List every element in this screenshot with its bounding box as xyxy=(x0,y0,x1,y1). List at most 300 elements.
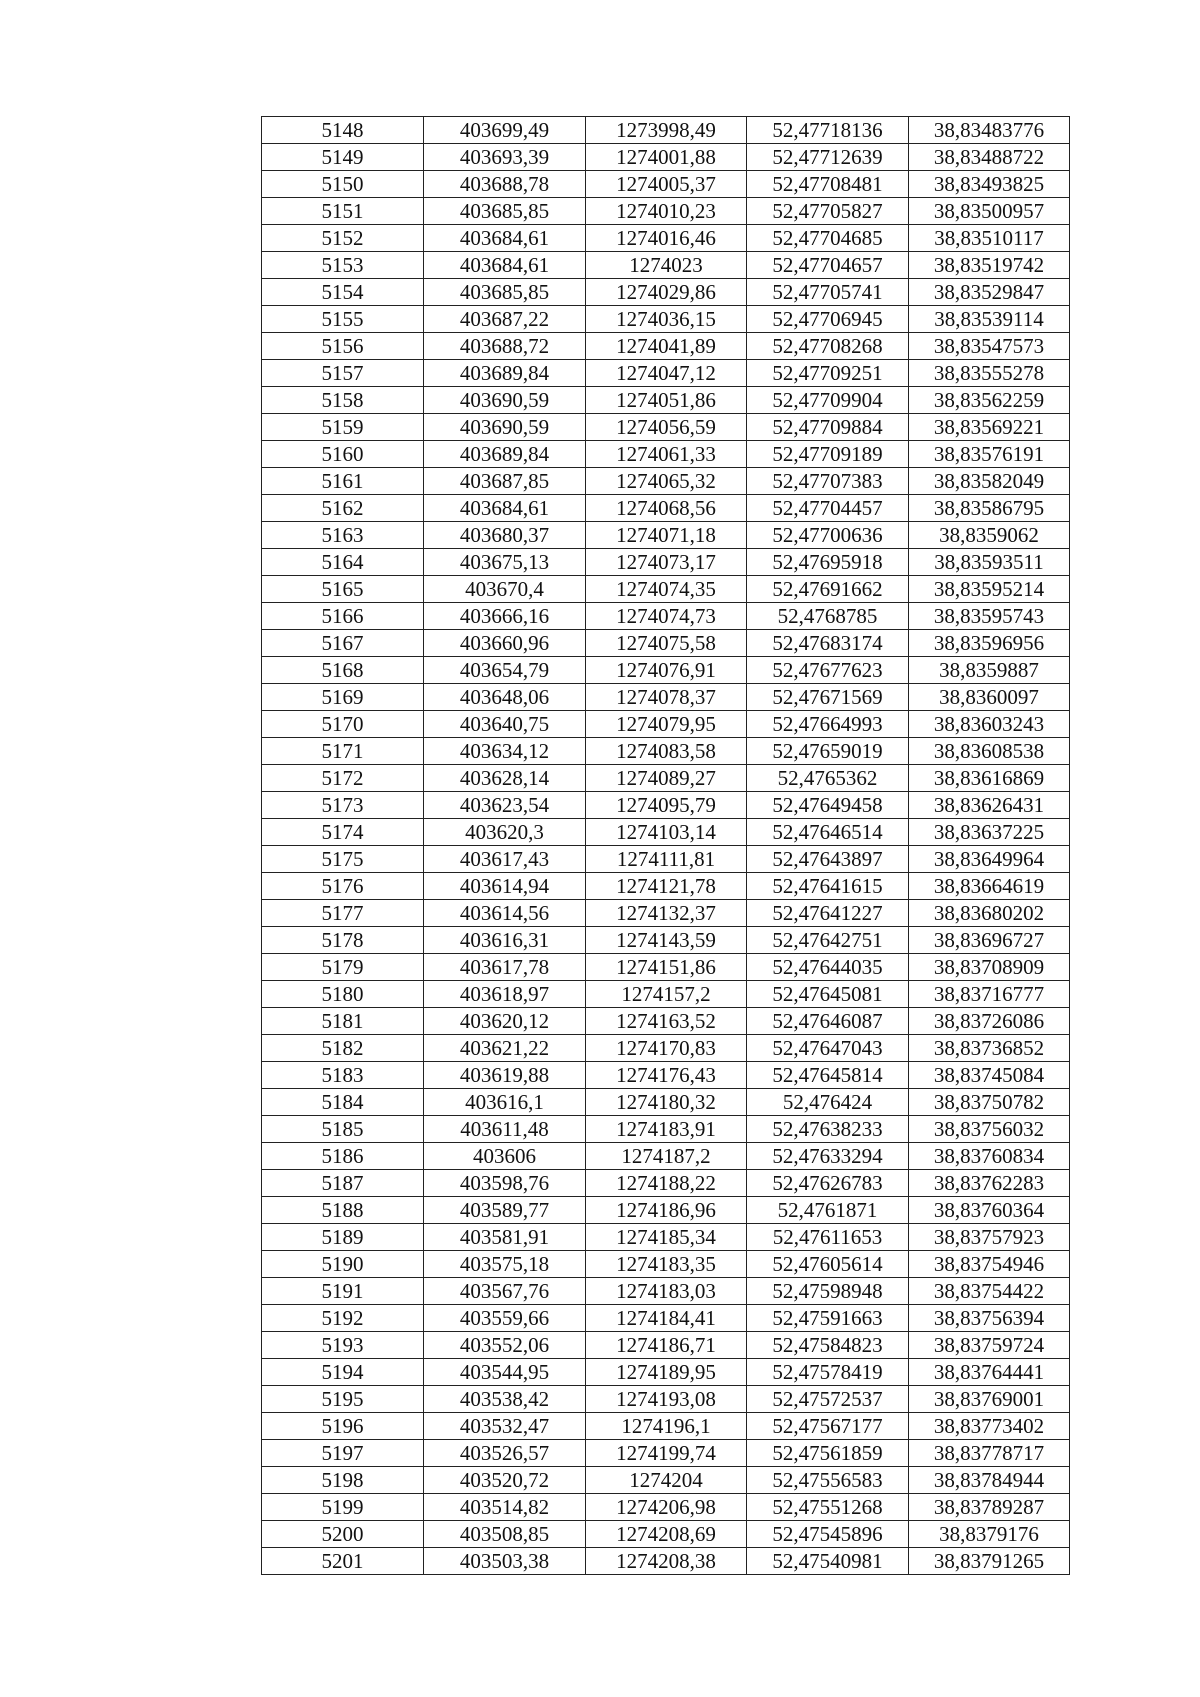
x-coordinate-cell: 403699,49 xyxy=(424,117,586,144)
y-coordinate-cell: 1274186,71 xyxy=(586,1332,747,1359)
point-number-cell: 5148 xyxy=(262,117,424,144)
latitude-cell: 52,47706945 xyxy=(747,306,909,333)
table-row xyxy=(262,1440,1070,1467)
point-number-cell: 5200 xyxy=(262,1521,424,1548)
coordinates-table-body xyxy=(262,117,1070,1575)
longitude-cell: 38,83789287 xyxy=(909,1494,1070,1521)
table-row xyxy=(262,873,1070,900)
latitude-cell: 52,47540981 xyxy=(747,1548,909,1575)
latitude-cell: 52,47567177 xyxy=(747,1413,909,1440)
y-coordinate-cell: 1274170,83 xyxy=(586,1035,747,1062)
x-coordinate-cell: 403581,91 xyxy=(424,1224,586,1251)
table-row xyxy=(262,171,1070,198)
y-coordinate-cell: 1274001,88 xyxy=(586,144,747,171)
y-coordinate-cell: 1274183,91 xyxy=(586,1116,747,1143)
point-number-cell: 5178 xyxy=(262,927,424,954)
longitude-cell: 38,83608538 xyxy=(909,738,1070,765)
longitude-cell: 38,83595214 xyxy=(909,576,1070,603)
x-coordinate-cell: 403614,94 xyxy=(424,873,586,900)
longitude-cell: 38,83616869 xyxy=(909,765,1070,792)
table-row xyxy=(262,1062,1070,1089)
x-coordinate-cell: 403616,31 xyxy=(424,927,586,954)
table-row xyxy=(262,441,1070,468)
y-coordinate-cell: 1274180,32 xyxy=(586,1089,747,1116)
point-number-cell: 5151 xyxy=(262,198,424,225)
table-row xyxy=(262,603,1070,630)
point-number-cell: 5193 xyxy=(262,1332,424,1359)
table-row xyxy=(262,765,1070,792)
point-number-cell: 5192 xyxy=(262,1305,424,1332)
x-coordinate-cell: 403684,61 xyxy=(424,252,586,279)
y-coordinate-cell: 1274065,32 xyxy=(586,468,747,495)
table-row xyxy=(262,981,1070,1008)
table-row xyxy=(262,684,1070,711)
latitude-cell: 52,47551268 xyxy=(747,1494,909,1521)
longitude-cell: 38,83726086 xyxy=(909,1008,1070,1035)
table-row xyxy=(262,954,1070,981)
x-coordinate-cell: 403538,42 xyxy=(424,1386,586,1413)
x-coordinate-cell: 403617,78 xyxy=(424,954,586,981)
point-number-cell: 5171 xyxy=(262,738,424,765)
y-coordinate-cell: 1274185,34 xyxy=(586,1224,747,1251)
longitude-cell: 38,83760834 xyxy=(909,1143,1070,1170)
longitude-cell: 38,8360097 xyxy=(909,684,1070,711)
latitude-cell: 52,47709251 xyxy=(747,360,909,387)
point-number-cell: 5188 xyxy=(262,1197,424,1224)
y-coordinate-cell: 1274074,35 xyxy=(586,576,747,603)
table-row xyxy=(262,1332,1070,1359)
table-row xyxy=(262,495,1070,522)
point-number-cell: 5173 xyxy=(262,792,424,819)
latitude-cell: 52,47705827 xyxy=(747,198,909,225)
y-coordinate-cell: 1274071,18 xyxy=(586,522,747,549)
y-coordinate-cell: 1274076,91 xyxy=(586,657,747,684)
longitude-cell: 38,83593511 xyxy=(909,549,1070,576)
x-coordinate-cell: 403544,95 xyxy=(424,1359,586,1386)
point-number-cell: 5158 xyxy=(262,387,424,414)
latitude-cell: 52,47708481 xyxy=(747,171,909,198)
point-number-cell: 5177 xyxy=(262,900,424,927)
longitude-cell: 38,83757923 xyxy=(909,1224,1070,1251)
y-coordinate-cell: 1274183,35 xyxy=(586,1251,747,1278)
x-coordinate-cell: 403689,84 xyxy=(424,441,586,468)
longitude-cell: 38,83529847 xyxy=(909,279,1070,306)
y-coordinate-cell: 1274023 xyxy=(586,252,747,279)
longitude-cell: 38,83736852 xyxy=(909,1035,1070,1062)
x-coordinate-cell: 403526,57 xyxy=(424,1440,586,1467)
y-coordinate-cell: 1274036,15 xyxy=(586,306,747,333)
point-number-cell: 5156 xyxy=(262,333,424,360)
x-coordinate-cell: 403690,59 xyxy=(424,387,586,414)
x-coordinate-cell: 403640,75 xyxy=(424,711,586,738)
x-coordinate-cell: 403503,38 xyxy=(424,1548,586,1575)
longitude-cell: 38,8379176 xyxy=(909,1521,1070,1548)
y-coordinate-cell: 1274151,86 xyxy=(586,954,747,981)
y-coordinate-cell: 1273998,49 xyxy=(586,117,747,144)
latitude-cell: 52,47556583 xyxy=(747,1467,909,1494)
latitude-cell: 52,47677623 xyxy=(747,657,909,684)
table-row xyxy=(262,1359,1070,1386)
table-row xyxy=(262,900,1070,927)
table-row xyxy=(262,468,1070,495)
longitude-cell: 38,83773402 xyxy=(909,1413,1070,1440)
x-coordinate-cell: 403693,39 xyxy=(424,144,586,171)
latitude-cell: 52,47645814 xyxy=(747,1062,909,1089)
latitude-cell: 52,47644035 xyxy=(747,954,909,981)
y-coordinate-cell: 1274051,86 xyxy=(586,387,747,414)
coordinates-table xyxy=(261,116,1070,1575)
latitude-cell: 52,4768785 xyxy=(747,603,909,630)
x-coordinate-cell: 403689,84 xyxy=(424,360,586,387)
y-coordinate-cell: 1274208,69 xyxy=(586,1521,747,1548)
x-coordinate-cell: 403623,54 xyxy=(424,792,586,819)
x-coordinate-cell: 403614,56 xyxy=(424,900,586,927)
longitude-cell: 38,83745084 xyxy=(909,1062,1070,1089)
latitude-cell: 52,47645081 xyxy=(747,981,909,1008)
point-number-cell: 5159 xyxy=(262,414,424,441)
longitude-cell: 38,83769001 xyxy=(909,1386,1070,1413)
y-coordinate-cell: 1274186,96 xyxy=(586,1197,747,1224)
y-coordinate-cell: 1274176,43 xyxy=(586,1062,747,1089)
longitude-cell: 38,83760364 xyxy=(909,1197,1070,1224)
table-row xyxy=(262,117,1070,144)
point-number-cell: 5161 xyxy=(262,468,424,495)
longitude-cell: 38,83488722 xyxy=(909,144,1070,171)
point-number-cell: 5176 xyxy=(262,873,424,900)
x-coordinate-cell: 403514,82 xyxy=(424,1494,586,1521)
y-coordinate-cell: 1274047,12 xyxy=(586,360,747,387)
point-number-cell: 5195 xyxy=(262,1386,424,1413)
y-coordinate-cell: 1274075,58 xyxy=(586,630,747,657)
longitude-cell: 38,83576191 xyxy=(909,441,1070,468)
y-coordinate-cell: 1274187,2 xyxy=(586,1143,747,1170)
latitude-cell: 52,47545896 xyxy=(747,1521,909,1548)
point-number-cell: 5170 xyxy=(262,711,424,738)
table-row xyxy=(262,387,1070,414)
x-coordinate-cell: 403670,4 xyxy=(424,576,586,603)
x-coordinate-cell: 403688,72 xyxy=(424,333,586,360)
longitude-cell: 38,83762283 xyxy=(909,1170,1070,1197)
latitude-cell: 52,4761871 xyxy=(747,1197,909,1224)
latitude-cell: 52,47712639 xyxy=(747,144,909,171)
x-coordinate-cell: 403620,12 xyxy=(424,1008,586,1035)
latitude-cell: 52,47709884 xyxy=(747,414,909,441)
point-number-cell: 5182 xyxy=(262,1035,424,1062)
y-coordinate-cell: 1274083,58 xyxy=(586,738,747,765)
point-number-cell: 5162 xyxy=(262,495,424,522)
x-coordinate-cell: 403611,48 xyxy=(424,1116,586,1143)
table-row xyxy=(262,1305,1070,1332)
table-row xyxy=(262,792,1070,819)
latitude-cell: 52,47718136 xyxy=(747,117,909,144)
latitude-cell: 52,47649458 xyxy=(747,792,909,819)
table-row xyxy=(262,711,1070,738)
x-coordinate-cell: 403617,43 xyxy=(424,846,586,873)
y-coordinate-cell: 1274005,37 xyxy=(586,171,747,198)
table-row xyxy=(262,279,1070,306)
x-coordinate-cell: 403648,06 xyxy=(424,684,586,711)
y-coordinate-cell: 1274056,59 xyxy=(586,414,747,441)
table-row xyxy=(262,252,1070,279)
y-coordinate-cell: 1274095,79 xyxy=(586,792,747,819)
y-coordinate-cell: 1274204 xyxy=(586,1467,747,1494)
longitude-cell: 38,83596956 xyxy=(909,630,1070,657)
point-number-cell: 5187 xyxy=(262,1170,424,1197)
table-row xyxy=(262,927,1070,954)
latitude-cell: 52,47591663 xyxy=(747,1305,909,1332)
table-row xyxy=(262,1008,1070,1035)
latitude-cell: 52,47709904 xyxy=(747,387,909,414)
x-coordinate-cell: 403589,77 xyxy=(424,1197,586,1224)
table-row xyxy=(262,333,1070,360)
table-row xyxy=(262,1494,1070,1521)
latitude-cell: 52,47572537 xyxy=(747,1386,909,1413)
table-row xyxy=(262,630,1070,657)
point-number-cell: 5180 xyxy=(262,981,424,1008)
point-number-cell: 5194 xyxy=(262,1359,424,1386)
x-coordinate-cell: 403606 xyxy=(424,1143,586,1170)
table-row xyxy=(262,819,1070,846)
y-coordinate-cell: 1274189,95 xyxy=(586,1359,747,1386)
latitude-cell: 52,47643897 xyxy=(747,846,909,873)
table-row xyxy=(262,1197,1070,1224)
y-coordinate-cell: 1274121,78 xyxy=(586,873,747,900)
longitude-cell: 38,83680202 xyxy=(909,900,1070,927)
longitude-cell: 38,83637225 xyxy=(909,819,1070,846)
latitude-cell: 52,47633294 xyxy=(747,1143,909,1170)
point-number-cell: 5152 xyxy=(262,225,424,252)
table-row xyxy=(262,846,1070,873)
table-row xyxy=(262,576,1070,603)
point-number-cell: 5166 xyxy=(262,603,424,630)
table-row xyxy=(262,1089,1070,1116)
latitude-cell: 52,47691662 xyxy=(747,576,909,603)
latitude-cell: 52,47561859 xyxy=(747,1440,909,1467)
point-number-cell: 5183 xyxy=(262,1062,424,1089)
x-coordinate-cell: 403685,85 xyxy=(424,279,586,306)
latitude-cell: 52,47642751 xyxy=(747,927,909,954)
y-coordinate-cell: 1274068,56 xyxy=(586,495,747,522)
latitude-cell: 52,47646514 xyxy=(747,819,909,846)
y-coordinate-cell: 1274208,38 xyxy=(586,1548,747,1575)
point-number-cell: 5163 xyxy=(262,522,424,549)
longitude-cell: 38,83750782 xyxy=(909,1089,1070,1116)
latitude-cell: 52,47704457 xyxy=(747,495,909,522)
longitude-cell: 38,83778717 xyxy=(909,1440,1070,1467)
latitude-cell: 52,47704685 xyxy=(747,225,909,252)
latitude-cell: 52,47659019 xyxy=(747,738,909,765)
point-number-cell: 5160 xyxy=(262,441,424,468)
latitude-cell: 52,47705741 xyxy=(747,279,909,306)
y-coordinate-cell: 1274132,37 xyxy=(586,900,747,927)
x-coordinate-cell: 403684,61 xyxy=(424,495,586,522)
longitude-cell: 38,83493825 xyxy=(909,171,1070,198)
longitude-cell: 38,83562259 xyxy=(909,387,1070,414)
latitude-cell: 52,47598948 xyxy=(747,1278,909,1305)
point-number-cell: 5174 xyxy=(262,819,424,846)
x-coordinate-cell: 403567,76 xyxy=(424,1278,586,1305)
table-row xyxy=(262,1170,1070,1197)
x-coordinate-cell: 403680,37 xyxy=(424,522,586,549)
point-number-cell: 5186 xyxy=(262,1143,424,1170)
point-number-cell: 5181 xyxy=(262,1008,424,1035)
x-coordinate-cell: 403616,1 xyxy=(424,1089,586,1116)
y-coordinate-cell: 1274074,73 xyxy=(586,603,747,630)
point-number-cell: 5172 xyxy=(262,765,424,792)
x-coordinate-cell: 403685,85 xyxy=(424,198,586,225)
longitude-cell: 38,83569221 xyxy=(909,414,1070,441)
y-coordinate-cell: 1274183,03 xyxy=(586,1278,747,1305)
latitude-cell: 52,47700636 xyxy=(747,522,909,549)
point-number-cell: 5191 xyxy=(262,1278,424,1305)
latitude-cell: 52,47704657 xyxy=(747,252,909,279)
latitude-cell: 52,47611653 xyxy=(747,1224,909,1251)
table-row xyxy=(262,1143,1070,1170)
y-coordinate-cell: 1274111,81 xyxy=(586,846,747,873)
y-coordinate-cell: 1274010,23 xyxy=(586,198,747,225)
x-coordinate-cell: 403618,97 xyxy=(424,981,586,1008)
point-number-cell: 5189 xyxy=(262,1224,424,1251)
longitude-cell: 38,83555278 xyxy=(909,360,1070,387)
y-coordinate-cell: 1274078,37 xyxy=(586,684,747,711)
y-coordinate-cell: 1274041,89 xyxy=(586,333,747,360)
x-coordinate-cell: 403575,18 xyxy=(424,1251,586,1278)
table-row xyxy=(262,1521,1070,1548)
longitude-cell: 38,83708909 xyxy=(909,954,1070,981)
y-coordinate-cell: 1274029,86 xyxy=(586,279,747,306)
y-coordinate-cell: 1274079,95 xyxy=(586,711,747,738)
y-coordinate-cell: 1274089,27 xyxy=(586,765,747,792)
table-row xyxy=(262,144,1070,171)
latitude-cell: 52,47638233 xyxy=(747,1116,909,1143)
y-coordinate-cell: 1274193,08 xyxy=(586,1386,747,1413)
longitude-cell: 38,83649964 xyxy=(909,846,1070,873)
latitude-cell: 52,47626783 xyxy=(747,1170,909,1197)
table-row xyxy=(262,1224,1070,1251)
x-coordinate-cell: 403675,13 xyxy=(424,549,586,576)
y-coordinate-cell: 1274073,17 xyxy=(586,549,747,576)
x-coordinate-cell: 403660,96 xyxy=(424,630,586,657)
longitude-cell: 38,83759724 xyxy=(909,1332,1070,1359)
x-coordinate-cell: 403687,22 xyxy=(424,306,586,333)
longitude-cell: 38,83784944 xyxy=(909,1467,1070,1494)
point-number-cell: 5149 xyxy=(262,144,424,171)
latitude-cell: 52,47605614 xyxy=(747,1251,909,1278)
x-coordinate-cell: 403520,72 xyxy=(424,1467,586,1494)
longitude-cell: 38,83754946 xyxy=(909,1251,1070,1278)
point-number-cell: 5184 xyxy=(262,1089,424,1116)
x-coordinate-cell: 403621,22 xyxy=(424,1035,586,1062)
point-number-cell: 5150 xyxy=(262,171,424,198)
x-coordinate-cell: 403598,76 xyxy=(424,1170,586,1197)
latitude-cell: 52,47671569 xyxy=(747,684,909,711)
y-coordinate-cell: 1274199,74 xyxy=(586,1440,747,1467)
longitude-cell: 38,8359887 xyxy=(909,657,1070,684)
latitude-cell: 52,47646087 xyxy=(747,1008,909,1035)
point-number-cell: 5196 xyxy=(262,1413,424,1440)
y-coordinate-cell: 1274157,2 xyxy=(586,981,747,1008)
latitude-cell: 52,47578419 xyxy=(747,1359,909,1386)
latitude-cell: 52,47584823 xyxy=(747,1332,909,1359)
latitude-cell: 52,47708268 xyxy=(747,333,909,360)
table-row xyxy=(262,738,1070,765)
latitude-cell: 52,47664993 xyxy=(747,711,909,738)
longitude-cell: 38,83483776 xyxy=(909,117,1070,144)
table-row xyxy=(262,1413,1070,1440)
latitude-cell: 52,47641227 xyxy=(747,900,909,927)
point-number-cell: 5164 xyxy=(262,549,424,576)
x-coordinate-cell: 403628,14 xyxy=(424,765,586,792)
latitude-cell: 52,47707383 xyxy=(747,468,909,495)
longitude-cell: 38,83547573 xyxy=(909,333,1070,360)
point-number-cell: 5154 xyxy=(262,279,424,306)
longitude-cell: 38,8359062 xyxy=(909,522,1070,549)
longitude-cell: 38,83582049 xyxy=(909,468,1070,495)
point-number-cell: 5155 xyxy=(262,306,424,333)
point-number-cell: 5197 xyxy=(262,1440,424,1467)
table-row xyxy=(262,522,1070,549)
longitude-cell: 38,83603243 xyxy=(909,711,1070,738)
table-row xyxy=(262,549,1070,576)
table-row xyxy=(262,1116,1070,1143)
y-coordinate-cell: 1274143,59 xyxy=(586,927,747,954)
longitude-cell: 38,83595743 xyxy=(909,603,1070,630)
table-row xyxy=(262,1278,1070,1305)
x-coordinate-cell: 403654,79 xyxy=(424,657,586,684)
x-coordinate-cell: 403666,16 xyxy=(424,603,586,630)
point-number-cell: 5168 xyxy=(262,657,424,684)
x-coordinate-cell: 403684,61 xyxy=(424,225,586,252)
x-coordinate-cell: 403687,85 xyxy=(424,468,586,495)
latitude-cell: 52,47641615 xyxy=(747,873,909,900)
latitude-cell: 52,47709189 xyxy=(747,441,909,468)
x-coordinate-cell: 403688,78 xyxy=(424,171,586,198)
latitude-cell: 52,47647043 xyxy=(747,1035,909,1062)
longitude-cell: 38,83539114 xyxy=(909,306,1070,333)
point-number-cell: 5167 xyxy=(262,630,424,657)
longitude-cell: 38,83664619 xyxy=(909,873,1070,900)
point-number-cell: 5165 xyxy=(262,576,424,603)
table-row xyxy=(262,1467,1070,1494)
point-number-cell: 5157 xyxy=(262,360,424,387)
table-row xyxy=(262,657,1070,684)
longitude-cell: 38,83500957 xyxy=(909,198,1070,225)
y-coordinate-cell: 1274016,46 xyxy=(586,225,747,252)
point-number-cell: 5169 xyxy=(262,684,424,711)
x-coordinate-cell: 403619,88 xyxy=(424,1062,586,1089)
longitude-cell: 38,83519742 xyxy=(909,252,1070,279)
point-number-cell: 5175 xyxy=(262,846,424,873)
table-row xyxy=(262,198,1070,225)
longitude-cell: 38,83756394 xyxy=(909,1305,1070,1332)
latitude-cell: 52,476424 xyxy=(747,1089,909,1116)
point-number-cell: 5179 xyxy=(262,954,424,981)
table-row xyxy=(262,1251,1070,1278)
longitude-cell: 38,83586795 xyxy=(909,495,1070,522)
latitude-cell: 52,47683174 xyxy=(747,630,909,657)
longitude-cell: 38,83756032 xyxy=(909,1116,1070,1143)
point-number-cell: 5190 xyxy=(262,1251,424,1278)
latitude-cell: 52,4765362 xyxy=(747,765,909,792)
y-coordinate-cell: 1274188,22 xyxy=(586,1170,747,1197)
point-number-cell: 5185 xyxy=(262,1116,424,1143)
point-number-cell: 5198 xyxy=(262,1467,424,1494)
table-row xyxy=(262,414,1070,441)
x-coordinate-cell: 403552,06 xyxy=(424,1332,586,1359)
point-number-cell: 5201 xyxy=(262,1548,424,1575)
x-coordinate-cell: 403634,12 xyxy=(424,738,586,765)
longitude-cell: 38,83626431 xyxy=(909,792,1070,819)
